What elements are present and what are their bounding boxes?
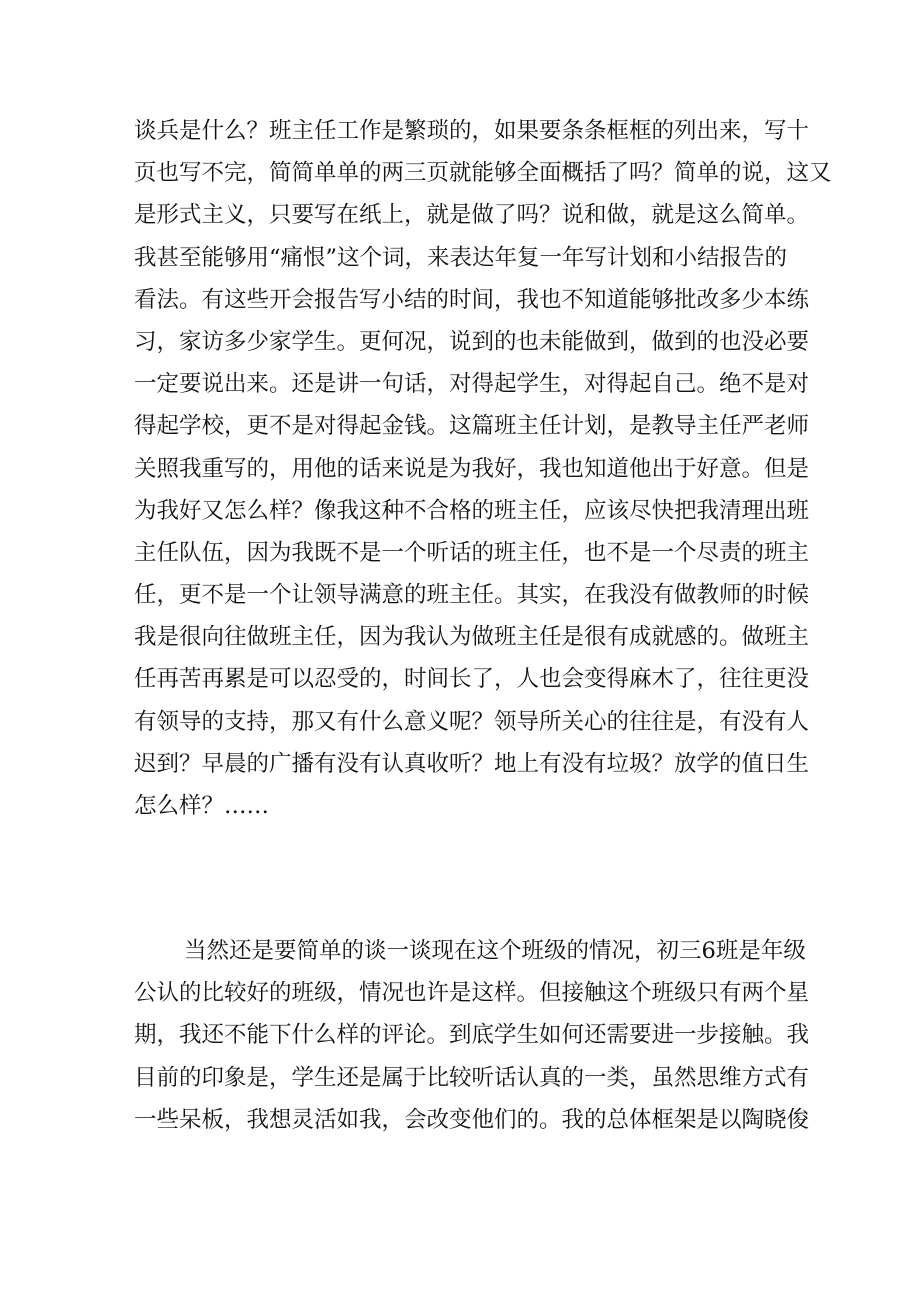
text-line: 我是很向往做班主任，因为我认为做班主任是很有成就感的。做班主 — [134, 624, 810, 651]
text-line: 我甚至能够用“痛恨”这个词，来表达年复一年写计划和小结报告的 — [134, 244, 788, 271]
text-line: 公认的比较好的班级，情况也许是这样。但接触这个班级只有两个星 — [134, 980, 810, 1007]
text-line: 得起学校，更不是对得起金钱。这篇班主任计划，是教导主任严老师 — [134, 413, 810, 440]
text-line: 页也写不完，简简单单的两三页就能够全面概括了吗？简单的说，这又 — [134, 160, 832, 187]
text-line: 一些呆板，我想灵活如我，会改变他们的。我的总体框架是以陶晓俊 — [134, 1106, 810, 1133]
text-line: 看法。有这些开会报告写小结的时间，我也不知道能够批改多少本练 — [134, 286, 810, 313]
text-line: 是形式主义，只要写在纸上，就是做了吗？说和做，就是这么简单。 — [134, 202, 810, 229]
text-line: 为我好又怎么样？像我这种不合格的班主任，应该尽快把我清理出班 — [134, 497, 810, 524]
text-line: 习，家访多少家学生。更何况，说到的也未能做到，做到的也没必要 — [134, 328, 810, 355]
text-line: 任，更不是一个让领导满意的班主任。其实，在我没有做教师的时候 — [134, 582, 810, 609]
text-line: 任再苦再累是可以忍受的，时间长了，人也会变得麻木了，往往更没 — [134, 666, 810, 693]
text-line: 主任队伍，因为我既不是一个听话的班主任，也不是一个尽责的班主 — [134, 539, 810, 566]
text-line: 一定要说出来。还是讲一句话，对得起学生，对得起自己。绝不是对 — [134, 371, 810, 398]
paragraph-2 — [134, 930, 810, 1141]
text-line: 目前的印象是，学生还是属于比较听话认真的一类，虽然思维方式有 — [134, 1064, 810, 1091]
text-line: 迟到？早晨的广播有没有认真收听？地上有没有垃圾？放学的值日生 — [134, 750, 810, 777]
paragraph-1 — [134, 110, 832, 827]
text-line: 当然还是要简单的谈一谈现在这个班级的情况，初三6班是年级 — [184, 938, 806, 964]
text-line: 期，我还不能下什么样的评论。到底学生如何还需要进一步接触。我 — [134, 1022, 810, 1049]
text-line: 谈兵是什么？班主任工作是繁琐的，如果要条条框框的列出来，写十 — [134, 118, 810, 144]
text-line: 怎么样？…… — [134, 793, 270, 819]
text-line: 关照我重写的，用他的话来说是为我好，我也知道他出于好意。但是 — [134, 455, 810, 482]
text-line: 有领导的支持，那又有什么意义呢？领导所关心的往往是，有没有人 — [134, 708, 810, 735]
